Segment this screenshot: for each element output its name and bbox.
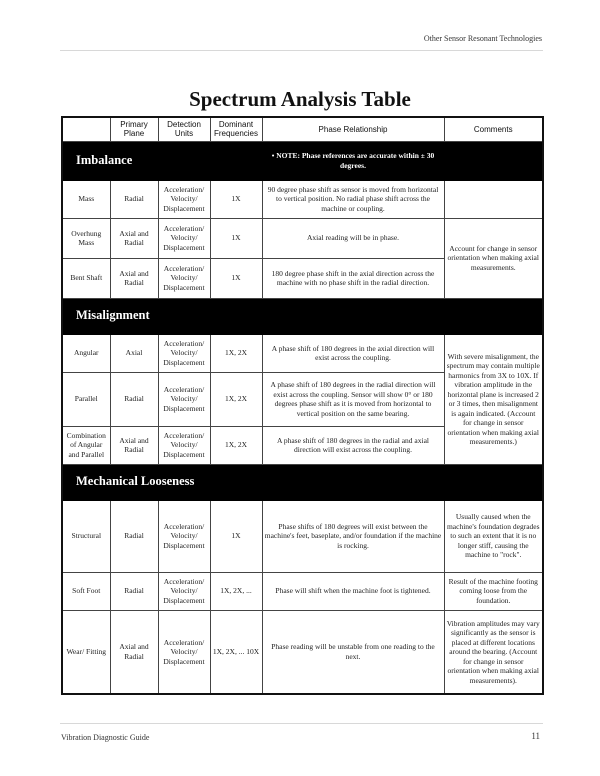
column-header-comments: Comments [444,117,543,141]
page-title: Spectrum Analysis Table [189,87,411,111]
table-row [62,218,543,258]
row-plane: Radial [110,372,158,426]
row-type: Angular [62,334,110,372]
row-phase: 180 degree phase shift in the axial direction across the machine with no phase shift in the radial direction. [262,258,444,298]
row-phase: Axial reading will be in phase. [262,218,444,258]
row-plane: Axial and Radial [110,218,158,258]
row-plane: Radial [110,572,158,610]
running-header: Other Sensor Resonant Technologies [423,34,542,43]
page-number: 11 [531,731,540,741]
row-plane: Radial [110,180,158,218]
header-rule [60,50,543,51]
row-phase: Phase reading will be unstable from one reading to the next. [262,610,444,694]
row-plane: Radial [110,500,158,572]
spectrum-analysis-table [61,116,544,695]
section-title-mechanical-looseness: Mechanical Looseness [62,464,543,500]
row-units: Acceleration/ Velocity/ Displacement [158,372,210,426]
row-units: Acceleration/ Velocity/ Displacement [158,572,210,610]
row-freq: 1X [210,218,262,258]
imbalance-note-spacer [444,141,543,180]
row-freq: 1X, 2X [210,426,262,464]
column-header-primary-plane: Primary Plane [110,117,158,141]
row-type: Bent Shaft [62,258,110,298]
row-freq: 1X, 2X, ... [210,572,262,610]
row-type: Wear/ Fitting [62,610,110,694]
row-type: Mass [62,180,110,218]
imbalance-comment: Account for change in sensor orientation when making axial measurements. [444,218,543,298]
row-freq: 1X, 2X [210,372,262,426]
row-freq: 1X [210,258,262,298]
row-phase: A phase shift of 180 degrees in the radial and axial direction will exist across the coupling. [262,426,444,464]
row-type: Structural [62,500,110,572]
table-row [62,500,543,572]
row-phase: Phase shifts of 180 degrees will exist between the machine's feet, baseplate, and/or foundation if the machine is rocking. [262,500,444,572]
column-header-dominant-frequencies: Dominant Frequencies [210,117,262,141]
row-type: Overhung Mass [62,218,110,258]
table-row [62,334,543,372]
row-type: Combination of Angular and Parallel [62,426,110,464]
section-title-misalignment: Misalignment [62,298,543,334]
row-freq: 1X, 2X, ... 10X [210,610,262,694]
row-type: Parallel [62,372,110,426]
table-row [62,572,543,610]
row-phase: Phase will shift when the machine foot is tightened. [262,572,444,610]
row-units: Acceleration/ Velocity/ Displacement [158,610,210,694]
row-phase: A phase shift of 180 degrees in the radial direction will exist across the coupling. Sensor will show 0° or 180 degrees phase shift as it is moved from horizontal to vertical position on the same bearing. [262,372,444,426]
row-comment-empty [444,180,543,218]
section-imbalance [62,141,543,180]
column-header-phase-relationship: Phase Relationship [262,117,444,141]
row-type: Soft Foot [62,572,110,610]
row-plane: Axial and Radial [110,426,158,464]
row-units: Acceleration/ Velocity/ Displacement [158,218,210,258]
row-plane: Axial and Radial [110,610,158,694]
footer-title: Vibration Diagnostic Guide [61,733,150,742]
column-header-row [62,117,543,141]
footer-rule [60,723,543,724]
row-units: Acceleration/ Velocity/ Displacement [158,426,210,464]
table-row [62,610,543,694]
row-phase: A phase shift of 180 degrees in the axial direction will exist across the coupling. [262,334,444,372]
row-units: Acceleration/ Velocity/ Displacement [158,334,210,372]
row-comment: Usually caused when the machine's foundation degrades to such an extent that it is no longer stiff, causing the machine to "rock". [444,500,543,572]
row-units: Acceleration/ Velocity/ Displacement [158,258,210,298]
row-plane: Axial [110,334,158,372]
row-plane: Axial and Radial [110,258,158,298]
imbalance-note: • NOTE: Phase references are accurate within ± 30 degrees. [262,141,444,180]
section-mechanical-looseness [62,464,543,500]
row-freq: 1X [210,180,262,218]
row-units: Acceleration/ Velocity/ Displacement [158,500,210,572]
column-header-type [62,117,110,141]
section-title-imbalance: Imbalance [62,141,262,180]
misalignment-comment: With severe misalignment, the spectrum may contain multiple harmonics from 3X to 10X. If vibration amplitude in the horizontal plane is increased 2 or 3 times, then misalignment is again indicated. (Account for change in sensor orientation when making axial measurements.) [444,334,543,464]
row-phase: 90 degree phase shift as sensor is moved from horizontal to vertical position. No radial phase shift across the machine or coupling. [262,180,444,218]
row-units: Acceleration/ Velocity/ Displacement [158,180,210,218]
column-header-detection-units: Detection Units [158,117,210,141]
row-freq: 1X, 2X [210,334,262,372]
table-row [62,180,543,218]
row-comment: Result of the machine footing coming loose from the foundation. [444,572,543,610]
row-freq: 1X [210,500,262,572]
row-comment: Vibration amplitudes may vary significantly as the sensor is placed at different locations around the bearing. (Account for change in sensor orientation when making axial measurements). [444,610,543,694]
section-misalignment [62,298,543,334]
